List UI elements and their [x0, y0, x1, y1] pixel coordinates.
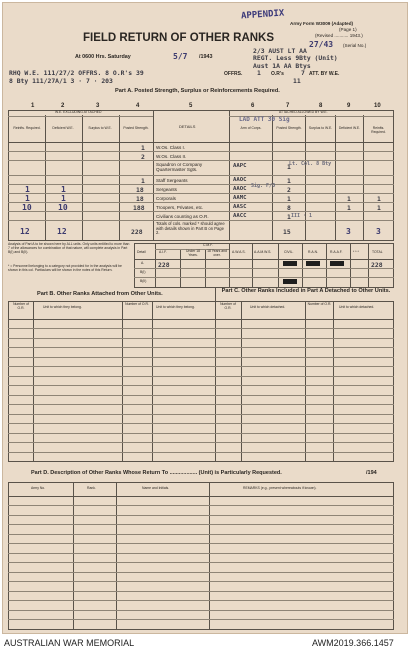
an-head-total: TOTAL	[372, 250, 383, 254]
unit-line-3: Aust 1A AA Btys	[253, 62, 311, 70]
ruled-line	[8, 581, 394, 582]
pd-col2: Rank.	[87, 486, 96, 490]
an-head-u18: Under 18 Years.	[186, 249, 200, 257]
c6-civ: AACC	[233, 213, 247, 219]
analysis-note-1: Analysis of Part A to be shown here by ALL units. Only units entitled to more than 7 of the allowances for combination of that nature, will complete analysis in Part B(I) and B(II).	[8, 242, 130, 254]
pc-col1: Number of O.R.	[220, 302, 236, 310]
c6-sgt: AAOC	[233, 186, 247, 192]
c10-tpr: 1	[377, 204, 381, 212]
an-head-18: 18 Years and over.	[207, 249, 227, 257]
ruled-line	[8, 505, 394, 506]
ruled-line	[8, 562, 394, 563]
ruled-line	[8, 395, 394, 396]
c10-cpl: 1	[377, 195, 381, 203]
col8-head: Surplus to W.E.	[308, 126, 333, 130]
pc-col3: Number of O.R.	[307, 302, 332, 306]
ruled-line	[8, 423, 394, 424]
an-head-awas: A.W.A.S.	[232, 250, 246, 254]
ruled-line	[8, 328, 394, 329]
col-num-7: 7	[286, 103, 290, 109]
ruled-line	[8, 600, 394, 601]
form-paper	[2, 2, 408, 634]
date-handwritten: 5/7	[173, 52, 188, 61]
analysis-note-2: * = Personnel belonging to a category not provided for in the analysis will be shown in this col. Particulars will be shown in the notes of this Return.	[8, 264, 122, 272]
row-label-cpl: Corporals	[156, 196, 176, 201]
col-num-4: 4	[136, 103, 140, 109]
hand-note-4: LAD ATT 30 Sig	[239, 116, 290, 123]
pd-col4: REMARKS (e.g., present whereabouts if known).	[243, 486, 317, 490]
col-num-2: 2	[61, 103, 65, 109]
revised-line: (Revised ........... 1943.)	[315, 33, 363, 38]
footer-left: AUSTRALIAN WAR MEMORIAL	[4, 638, 135, 648]
part-a-title: Part A. Posted Strength, Surplus or Reinforcements Required.	[115, 88, 280, 94]
col1-head: Reinfts. Required.	[13, 126, 41, 130]
row-label-civ: Civilians counting as O.R.	[156, 214, 209, 219]
c1-sgt: 1	[25, 185, 30, 194]
ruled-line	[8, 452, 394, 453]
c4-wo1: 1	[141, 144, 145, 152]
col-num-1: 1	[31, 103, 35, 109]
pb-col4: Unit to which they belong.	[156, 305, 195, 309]
c2-totals: 12	[57, 227, 67, 236]
c1-totals: 12	[20, 227, 30, 236]
row-label-tpr: Troopers, Privates, etc.	[156, 205, 204, 210]
hand-note-2: Sig. F/O	[251, 183, 276, 189]
col7-head: Posted Strength.	[276, 126, 302, 130]
an-head-aif: A.I.F.	[159, 250, 167, 254]
hand-note-1: Lt. Col. 8 Bty	[289, 161, 332, 167]
ruled-line	[8, 524, 394, 525]
part-c-title: Part C. Other Ranks Included in Part A Detached to Other Units.	[221, 288, 391, 294]
c7-totals: 15	[283, 228, 291, 236]
ruled-line	[8, 433, 394, 434]
c6-cpl: AAMC	[233, 195, 247, 201]
ors-right-value: 7	[301, 69, 305, 77]
row-label-wo2: W.Os. Class II.	[156, 154, 187, 159]
col-num-9: 9	[347, 103, 351, 109]
c9-tpr: 1	[347, 204, 351, 212]
an-total-value: 228	[371, 261, 383, 269]
hand-note-3: III · 1	[291, 213, 313, 219]
c1-tpr: 10	[22, 203, 32, 212]
unit-line-2: REGT. Less 9Bty (Unit)	[253, 54, 338, 62]
col6-head: Arm of Corps.	[240, 126, 262, 130]
ruled-line	[8, 338, 394, 339]
c6-ssgt: AAOC	[233, 177, 247, 183]
row-label-sgt: Sergeants	[156, 187, 177, 192]
row-label-ssgt: Staff Sergeants	[156, 178, 188, 183]
col-num-3: 3	[96, 103, 100, 109]
c9-totals: 3	[346, 227, 351, 236]
we-line-1: RHQ W.E. 111/27/2 OFFRS. 8 O.R's 39	[9, 69, 144, 77]
an-head-aamws: A.A.M.W.S.	[254, 250, 272, 254]
col9-head: Deficient W.E.	[338, 126, 361, 130]
appendix-stamp: APPENDIX	[240, 8, 285, 22]
c1-cpl: 1	[25, 194, 30, 203]
redaction-raaf	[330, 261, 344, 266]
c7-ssgt: 1	[287, 177, 291, 185]
c6-cqms: AAPC	[233, 163, 247, 169]
row-label-wo1: W.Os. Class I.	[156, 145, 186, 150]
offrs-right-value: 1	[257, 69, 261, 77]
ruled-line	[8, 442, 394, 443]
form-number: Army Form W3009 (Adapted)	[290, 21, 354, 26]
unit-line-1: 2/3 AUST LT AA	[253, 47, 307, 55]
col2-head: Deficient W.E.	[52, 126, 74, 130]
an-head-civil: CIVIL.	[284, 250, 294, 254]
ruled-line	[8, 414, 394, 415]
an-aif-value: 228	[158, 261, 170, 269]
redaction-civil	[283, 261, 297, 266]
footer-right: AWM2019.366.1457	[312, 638, 394, 648]
col-num-8: 8	[319, 103, 323, 109]
c2-sgt: 1	[61, 185, 66, 194]
c4-tpr: 188	[133, 204, 145, 212]
redaction-b2	[283, 279, 297, 284]
an-row-a: A.	[141, 261, 145, 265]
c7-cpl: 1	[287, 195, 291, 203]
we-line-2: 8 Bty 111/27A/1 3 · 7 · 203	[9, 77, 113, 85]
serial-value: 27/43	[309, 40, 334, 49]
ruled-line	[8, 376, 394, 377]
ruled-line	[8, 366, 394, 367]
an-head-raaf: R.A.A.F.	[330, 250, 343, 254]
ruled-line	[8, 572, 394, 573]
c6-tpr: AASC	[233, 204, 247, 210]
at-line: At 0600 Hrs. Saturday	[75, 54, 131, 60]
ruled-line	[8, 385, 394, 386]
ruled-line	[8, 610, 394, 611]
c4-cpl: 18	[136, 195, 144, 203]
ruled-line	[8, 619, 394, 620]
c7-civ: 1	[287, 213, 291, 221]
details-header: DETAILS	[179, 124, 196, 129]
col10-head: Reinfts. Required.	[371, 126, 386, 134]
ruled-line	[8, 543, 394, 544]
c4-sgt: 18	[136, 186, 144, 194]
col3-head: Surplus to W.E.	[88, 126, 112, 130]
an-row-b2: B(II)	[140, 279, 147, 283]
col-num-10: 10	[374, 103, 381, 109]
an-row-b1: B(I)	[140, 270, 146, 274]
ors-right-label: O.R's	[271, 71, 284, 77]
ruled-line	[8, 515, 394, 516]
ruled-line	[8, 347, 394, 348]
c7-cqms: 1	[287, 163, 291, 171]
pb-col2: Unit to which they belong.	[43, 305, 82, 309]
col-num-5: 5	[189, 103, 193, 109]
row-label-cqms: Squadron or Company Quartermaster Sgts.	[156, 162, 203, 173]
c4-totals: 228	[131, 228, 143, 236]
c9-cpl: 1	[347, 195, 351, 203]
c4-ssgt: 1	[141, 177, 145, 185]
an-head-detail: Detail	[137, 250, 146, 254]
offrs-right-label: OFFRS.	[224, 71, 243, 77]
ruled-line	[8, 534, 394, 535]
part-b-title: Part B. Other Ranks Attached from Other Units.	[37, 291, 163, 297]
pd-col1: Army No.	[31, 486, 46, 490]
part-d-date: /194	[366, 470, 377, 476]
we-excluding-header: W.E. EXCLUDING ATTACHED	[55, 110, 102, 114]
pb-col1: Number of O.R.	[13, 302, 29, 310]
an-head-star: * * *	[353, 250, 359, 254]
c4-wo2: 2	[141, 153, 145, 161]
pb-col3: Number of O.R.	[125, 302, 149, 306]
year: /1943	[199, 54, 213, 60]
col-num-6: 6	[251, 103, 255, 109]
ruled-line	[8, 404, 394, 405]
c7-tpr: 8	[287, 204, 291, 212]
unit-line-4: 11	[293, 77, 301, 85]
col4-head: Posted Strength.	[123, 126, 149, 130]
att-by-we: ATT. BY W.E.	[309, 71, 340, 77]
pd-col3: Name and Initials.	[142, 486, 170, 490]
c7-sgt: 2	[287, 186, 291, 194]
row-label-totals: Totals of cols. marked * should agree with details shown in Part B on Page 2.	[156, 221, 225, 236]
c2-cpl: 1	[61, 194, 66, 203]
an-head-ran: R.A.N.	[308, 250, 318, 254]
ruled-line	[8, 591, 394, 592]
part-d-title: Part D. Description of Other Ranks Whose Return To .................. (Unit) is Particularly Requested.	[31, 470, 282, 476]
page-number: (Page 1)	[339, 27, 357, 32]
ruled-line	[8, 553, 394, 554]
form-title: FIELD RETURN OF OTHER RANKS	[83, 32, 275, 44]
pc-col4: Unit to which detached.	[339, 305, 375, 309]
c10-totals: 3	[376, 227, 381, 236]
attached-header: ATTACHED ALLOWED BY W.E.	[279, 110, 328, 114]
serial-label: (Serial No.)	[343, 43, 367, 48]
cmf-header: C.M.F.	[203, 243, 213, 247]
redaction-ran	[306, 261, 320, 266]
c2-tpr: 10	[58, 203, 68, 212]
ruled-line	[8, 357, 394, 358]
pc-col2: Unit to which detached.	[250, 305, 286, 309]
